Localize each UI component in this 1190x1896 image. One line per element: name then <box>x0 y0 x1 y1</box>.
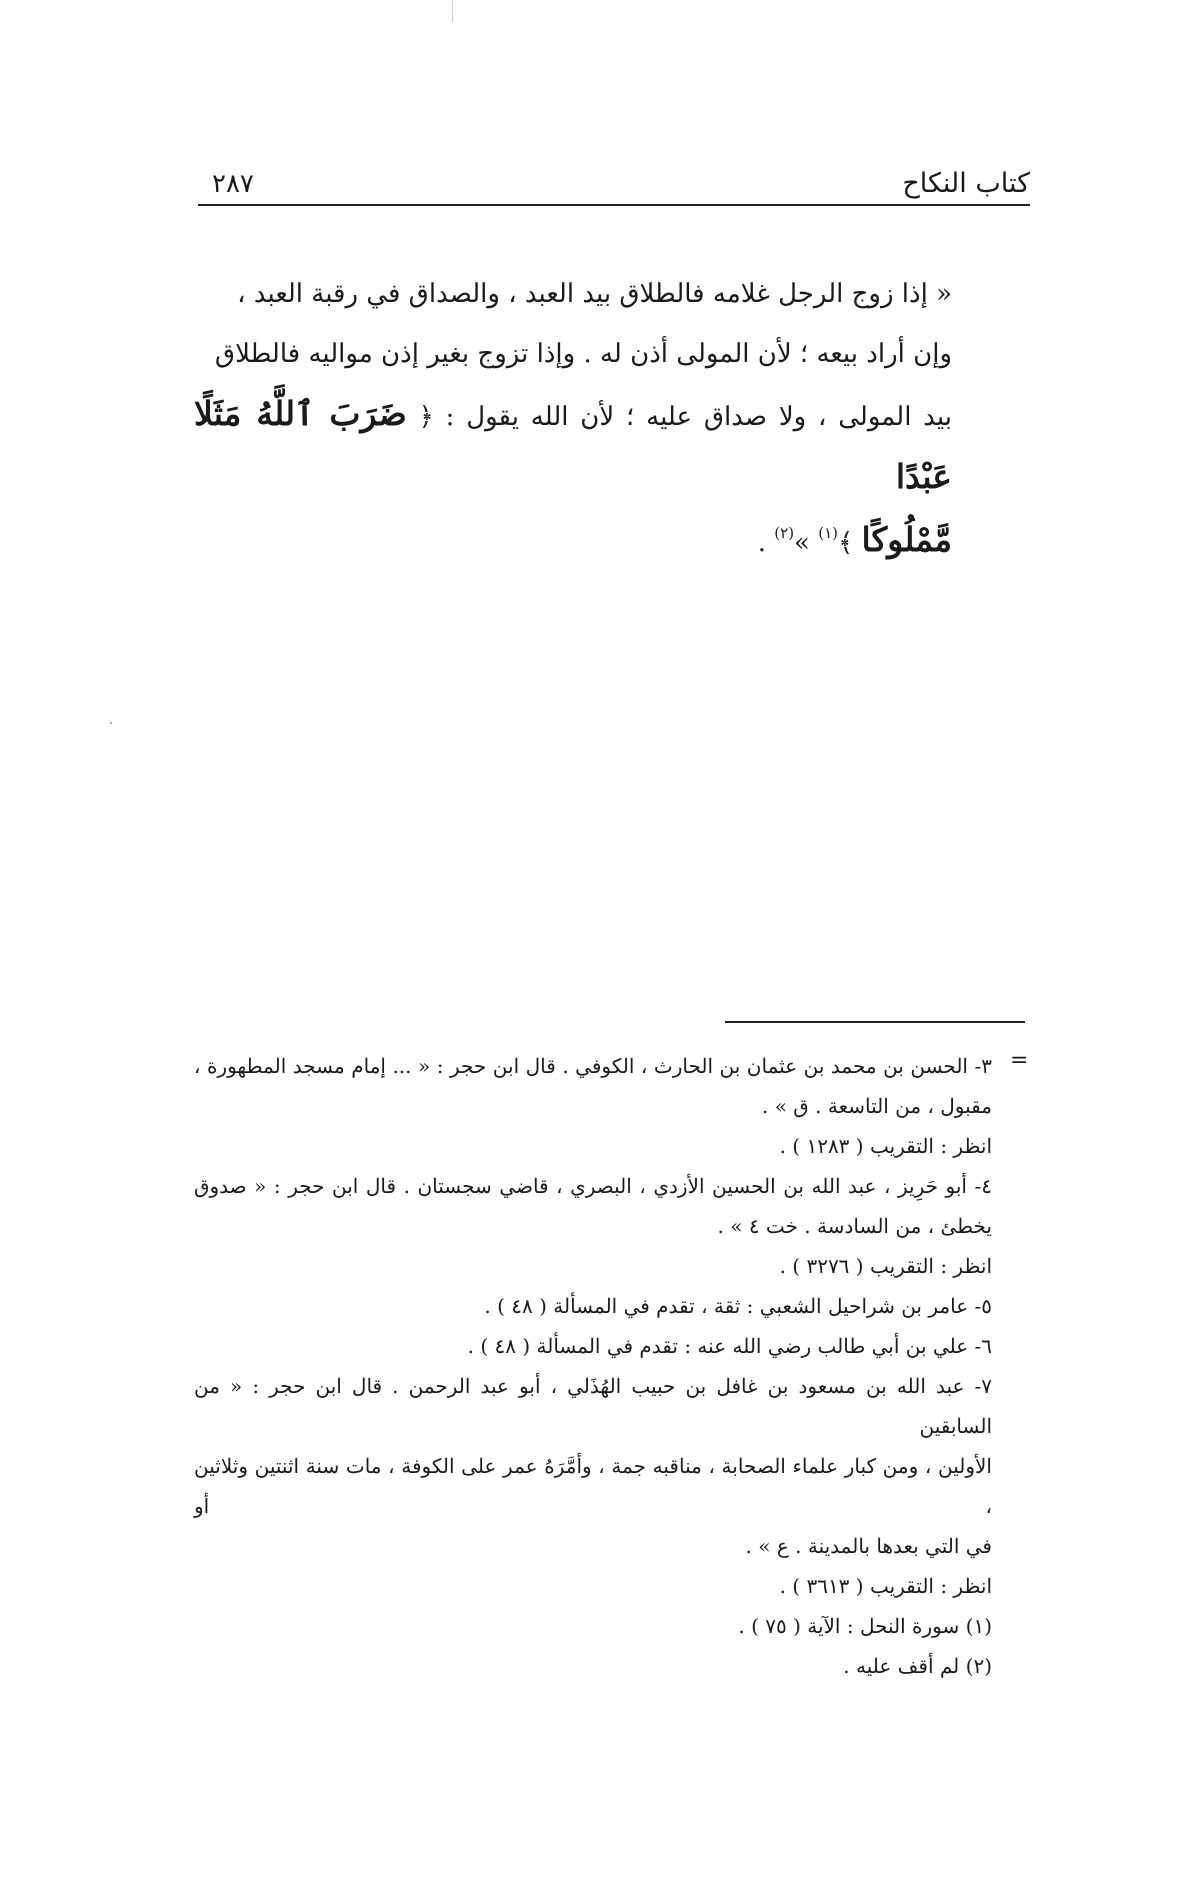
footnote-line: ٧- عبد الله بن مسعود بن غافل بن حبيب الهُذَلي ، أبو عبد الرحمن . قال ابن حجر : « من السابقين <box>194 1374 992 1438</box>
footnote-ref[interactable]: (١) <box>818 524 838 542</box>
main-text-line: « إذا زوج الرجل غلامه فالطلاق بيد العبد ، والصداق في رقبة العبد ، <box>237 279 952 309</box>
footnote-line: انظر : التقريب ( ٣٢٧٦ ) . <box>779 1254 992 1278</box>
footnote-line: ٣- الحسن بن محمد بن عثمان بن الحارث ، الكوفي . قال ابن حجر : « ... إمام مسجد المطهورة ، <box>194 1054 992 1078</box>
main-text-line <box>194 384 952 510</box>
footnote-line: الأولين ، ومن كبار علماء الصحابة ، مناقبه جمة ، وأمَّرَهُ عمر على الكوفة ، مات سنة اثنتين وثلاثين ، أو <box>194 1454 992 1518</box>
footnote-continuation-mark: = <box>1010 1048 1029 1073</box>
quran-open-bracket: ﴿ <box>418 402 434 432</box>
footnote-line: ٤- أبو حَرِيز ، عبد الله بن الحسين الأزدي ، البصري ، قاضي سجستان . قال ابن حجر : « صدوق <box>194 1174 992 1198</box>
main-text-line: وإن أراد بيعه ؛ لأن المولى أذن له . وإذا تزوج بغير إذن مواليه فالطلاق <box>214 339 952 369</box>
main-text-segment: بيد المولى ، ولا صداق عليه ؛ لأن الله يقول : <box>433 402 953 432</box>
footnote-note: (٢) لم أقف عليه . <box>843 1654 992 1678</box>
footnote-ref[interactable]: (٢) <box>774 524 795 542</box>
footnote-line: مقبول ، من التاسعة . ق » . <box>762 1094 992 1118</box>
footnote-line: يخطئ ، من السادسة . خت ٤ » . <box>717 1214 992 1238</box>
quran-close-bracket: ﴾ <box>838 528 854 558</box>
header-rule <box>198 204 1030 206</box>
main-text <box>194 264 952 573</box>
quran-verse: ضَرَبَ ٱللَّهُ مَثَلًا عَبْدًا <box>194 394 952 496</box>
quran-verse: مَّمْلُوكًا <box>861 520 952 559</box>
footnotes <box>194 1046 992 1686</box>
footnote-note: (١) سورة النحل : الآية ( ٧٥ ) . <box>738 1614 992 1638</box>
footnote-line: في التي بعدها بالمدينة . ع » . <box>745 1534 992 1558</box>
page-header <box>198 166 1030 204</box>
running-title: كتاب النكاح <box>902 168 1030 199</box>
footnote-line: ٦- علي بن أبي طالب رضي الله عنه : تقدم في المسألة ( ٤٨ ) . <box>467 1334 992 1358</box>
closing-quote: » <box>794 528 819 558</box>
scan-speck <box>110 722 112 724</box>
main-text-line <box>194 510 952 573</box>
footnote-line: ٥- عامر بن شراحيل الشعبي : ثقة ، تقدم في المسألة ( ٤٨ ) . <box>484 1294 992 1318</box>
end-period: . <box>757 528 775 558</box>
footnote-separator <box>725 1021 1025 1023</box>
footnote-line: انظر : التقريب ( ٣٦١٣ ) . <box>779 1574 992 1598</box>
page-number: ٢٨٧ <box>212 169 254 199</box>
footnote-line: انظر : التقريب ( ١٢٨٣ ) . <box>779 1134 992 1158</box>
scan-artifact-line <box>452 0 453 22</box>
